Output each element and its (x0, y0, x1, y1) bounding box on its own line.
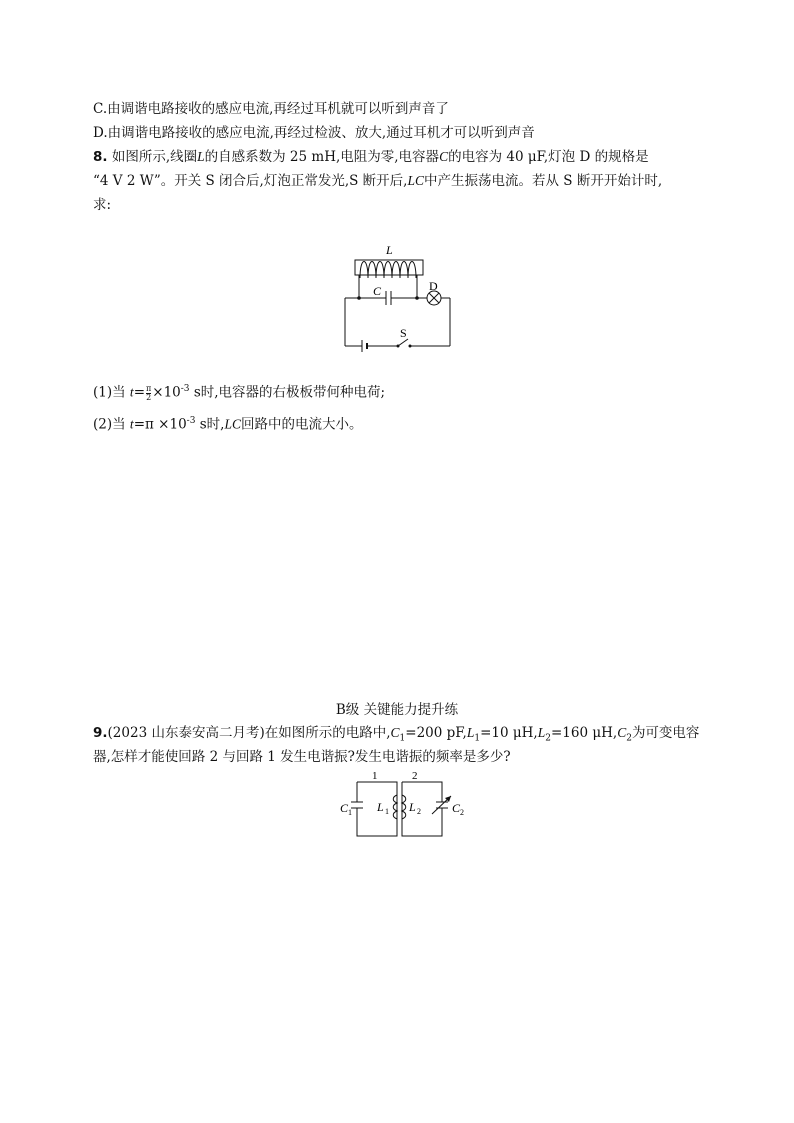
q8-number: 8. (93, 149, 108, 165)
q8-text-c: 的电容为 40 μF,灯泡 D 的规格是 (448, 149, 649, 165)
q9-L1: L (466, 725, 475, 740)
q9-v2: =10 μH, (480, 725, 538, 741)
coil-L1 (393, 795, 397, 819)
q8-text-e: 中产生振荡电流。若从 S 断开开始计时, (424, 173, 663, 189)
sub2-prefix: (2)当 (93, 416, 130, 433)
q9-C2: C (617, 725, 627, 740)
label-D: D (429, 279, 438, 293)
label-C2-sub: 2 (460, 808, 464, 817)
sub1-t: t (129, 384, 134, 400)
sub2-eq: =π ×10 (133, 416, 187, 433)
sub2-exp: -3 (186, 416, 196, 426)
label-C2: C (452, 801, 461, 815)
q9-C1: C (390, 725, 400, 740)
q9-L2-sub: 2 (545, 733, 551, 744)
sub1-exp: -3 (180, 384, 190, 394)
q9-text-b: 为可变电容 (631, 725, 700, 741)
q8-LC: LC (407, 173, 424, 188)
loop-1-label: 1 (372, 770, 378, 782)
q9-C2-sub: 2 (626, 733, 632, 744)
q8-text-d: “4 V 2 W”。开关 S 闭合后,灯泡正常发光,S 断开后, (93, 173, 408, 189)
sub2-t: t (129, 416, 134, 432)
label-L: L (386, 243, 393, 257)
section-title: B级 关键能力提升练 (335, 702, 459, 718)
label-L2: L (409, 800, 416, 814)
option-c: C.由调谐电路接收的感应电流,再经过耳机就可以听到声音了 (93, 101, 449, 117)
sub1-frac-num: π (146, 383, 152, 393)
q8-L: L (197, 149, 205, 164)
label-C1: C (340, 801, 349, 815)
label-L1-sub: 1 (385, 807, 389, 816)
sub1-eq: = (133, 384, 145, 401)
label-L1: L (377, 800, 384, 814)
q9-v1: =200 pF, (405, 725, 467, 741)
sub2-suffix: 回路中的电流大小。 (240, 416, 363, 433)
sub1-suffix: s时,电容器的右极板带何种电荷; (189, 384, 386, 401)
sub2-LC: LC (224, 416, 241, 432)
q9-C1-sub: 1 (399, 733, 406, 744)
label-S: S (400, 326, 407, 340)
q9-text-a: (2023 山东泰安高二月考)在如图所示的电路中, (107, 725, 391, 741)
q8-text-a: 如图所示,线圈 (107, 149, 198, 165)
q8-C: C (439, 149, 449, 164)
sub1-times: ×10 (152, 384, 181, 401)
sub1-frac-den: 2 (146, 392, 152, 402)
label-C: C (373, 284, 382, 298)
loop-2-label: 2 (412, 770, 418, 782)
option-d: D.由调谐电路接收的感应电流,再经过检波、放大,通过耳机才可以听到声音 (93, 125, 535, 141)
sub2-mid: s时, (195, 416, 225, 433)
sub1-prefix: (1)当 (93, 384, 130, 401)
q8-text-b: 的自感系数为 25 mH,电阻为零,电容器 (204, 149, 440, 165)
q9-v3: =160 μH, (550, 725, 618, 741)
label-C1-sub: 1 (348, 808, 352, 817)
label-L2-sub: 2 (417, 807, 421, 816)
q8-line-3: 求: (93, 197, 112, 213)
q9-L1-sub: 1 (474, 733, 481, 744)
q9-line-2: 器,怎样才能使回路 2 与回路 1 发生电谐振?发生电谐振的频率是多少? (93, 749, 511, 765)
coil-L2 (402, 795, 406, 819)
q9-number: 9. (93, 725, 108, 741)
q9-L2: L (537, 725, 546, 740)
